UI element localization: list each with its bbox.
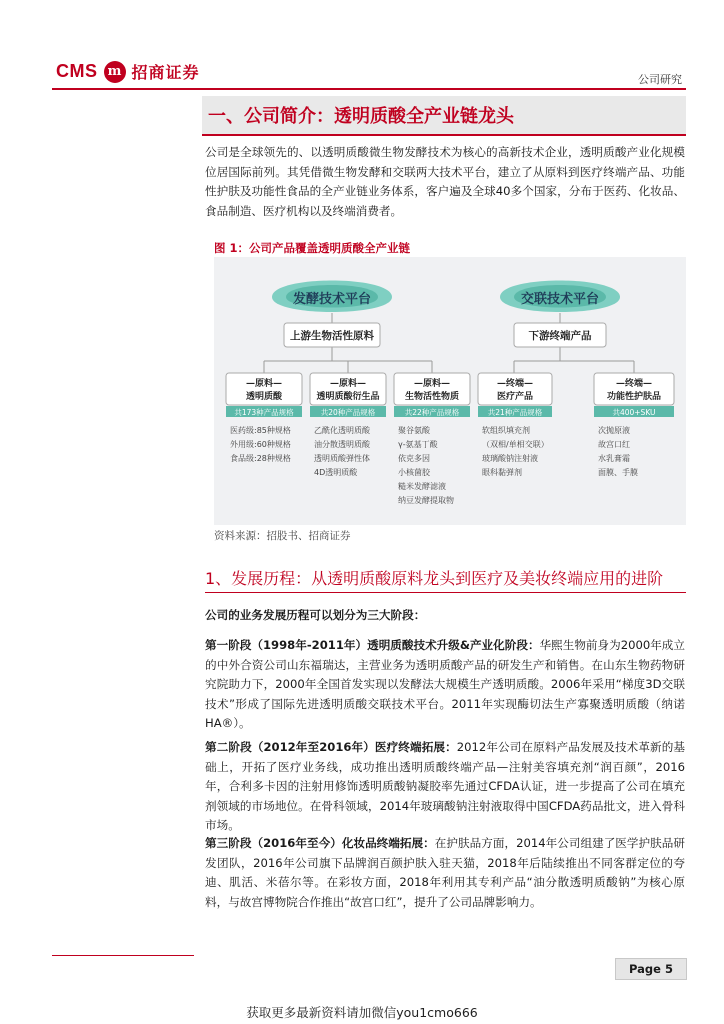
section1-paragraph: 公司是全球领先的、以透明质酸微生物发酵技术为核心的高新技术企业，透明质酸产业化规模位居国际前列。其凭借微生物发酵和交联两大技术平台，建立了从原料到医疗终端产品、功能性护肤及功能性食品的全产业链业务体系，客户遍及全球40多个国家，分布于医药、化妆品、食品制造、医疗机构以及终端消费者。 bbox=[205, 145, 685, 218]
cat0-item-2: 食品级:28种规格 bbox=[230, 454, 291, 463]
cat1-item-1: 油分散透明质酸 bbox=[314, 440, 370, 449]
stage-2-paragraph bbox=[205, 738, 685, 836]
stage-3-text: 在护肤品方面，2014年公司组建了医学护肤品研发团队，2016年公司旗下品牌润百颜护肤入驻天猫，2018年后陆续推出不同客群定位的夸迪、肌活、米蓓尔等。在彩妆方面，2018年利用其专利产品“油分散透明质酸钠”为核心原料，与故宫博物院合作推出“故宫口红”，提升了公司品牌影响力。 bbox=[205, 836, 685, 909]
stage-3-label: 第三阶段（2016年至今）化妆品终端拓展： bbox=[205, 836, 435, 850]
brand-emblem-icon: m bbox=[104, 61, 126, 83]
report-type-label: 公司研究 bbox=[638, 73, 682, 86]
platform-crosslink bbox=[500, 281, 620, 313]
cat4-item-2: 水乳膏霜 bbox=[598, 454, 630, 463]
cat3-head1: —终端— bbox=[496, 379, 534, 389]
category-col-2 bbox=[394, 373, 470, 505]
header-divider bbox=[52, 88, 686, 90]
cat1-item-2: 透明质酸弹性体 bbox=[314, 454, 370, 463]
mid-upstream bbox=[284, 323, 380, 347]
cat4-count: 共400+SKU bbox=[612, 408, 656, 417]
figure1-diagram bbox=[214, 257, 686, 525]
cat2-item-1: γ-氨基丁酸 bbox=[398, 440, 438, 449]
cat4-head2: 功能性护肤品 bbox=[606, 392, 662, 402]
cat1-count: 共20种产品规格 bbox=[320, 408, 376, 417]
category-col-0 bbox=[226, 373, 302, 463]
platform-label-1: 交联技术平台 bbox=[520, 292, 600, 307]
mid-label-1: 下游终端产品 bbox=[528, 330, 592, 342]
platform-label-0: 发酵技术平台 bbox=[292, 292, 372, 307]
cat0-item-0: 医药级:85种规格 bbox=[230, 426, 291, 435]
category-col-4 bbox=[594, 373, 674, 477]
cat1-item-0: 乙酰化透明质酸 bbox=[314, 426, 370, 435]
brand-logo-group bbox=[56, 60, 200, 83]
section2-title: 1、发展历程：从透明质酸原料龙头到医疗及美妆终端应用的进阶 bbox=[205, 569, 664, 588]
section1-title: 一、公司简介：透明质酸全产业链龙头 bbox=[208, 106, 514, 127]
figure1-title: 图 1：公司产品覆盖透明质酸全产业链 bbox=[214, 241, 411, 255]
cat2-item-0: 聚谷氨酸 bbox=[398, 426, 430, 435]
cat2-head2: 生物活性物质 bbox=[404, 392, 460, 402]
section2-divider bbox=[205, 592, 686, 593]
category-col-1 bbox=[310, 373, 386, 477]
cat2-head1: —原料— bbox=[413, 379, 451, 389]
stage-1-paragraph bbox=[205, 636, 685, 734]
stage-2-label: 第二阶段（2012年至2016年）医疗终端拓展： bbox=[205, 740, 457, 754]
page-number: Page 5 bbox=[615, 958, 687, 980]
cat2-item-3: 小核菌胶 bbox=[398, 468, 430, 477]
figure1-source: 资料来源：招股书、招商证券 bbox=[214, 530, 351, 542]
cat0-head1: —原料— bbox=[245, 379, 283, 389]
stage-1-label: 第一阶段（1998年-2011年）透明质酸技术升级&产业化阶段： bbox=[205, 638, 540, 652]
watermark-text: 获取更多最新资料请加微信you1cmo666 bbox=[246, 1005, 478, 1020]
cat2-item-4: 糙米发酵滤液 bbox=[398, 482, 446, 491]
cat2-count: 共22种产品规格 bbox=[404, 408, 460, 417]
cat0-head2: 透明质酸 bbox=[245, 392, 283, 402]
brand-cn-name: 招商证券 bbox=[131, 63, 200, 82]
cat3-head2: 医疗产品 bbox=[496, 392, 534, 402]
cat4-head1: —终端— bbox=[615, 379, 653, 389]
section2-intro: 公司的业务发展历程可以划分为三大阶段： bbox=[205, 608, 426, 622]
footer-divider bbox=[52, 955, 194, 956]
cat4-item-3: 面膜、手膜 bbox=[598, 468, 638, 477]
cat1-item-3: 4D透明质酸 bbox=[314, 468, 358, 477]
cat3-item-1: （双相/单相交联） bbox=[482, 440, 549, 449]
cat4-item-1: 故宫口红 bbox=[598, 440, 630, 449]
cat4-item-0: 次抛原液 bbox=[598, 426, 630, 435]
mid-label-0: 上游生物活性原料 bbox=[290, 330, 374, 342]
cat3-count: 共21种产品规格 bbox=[487, 408, 543, 417]
section2-heading bbox=[205, 566, 663, 589]
brand-latin: CMS bbox=[56, 61, 98, 81]
category-col-3 bbox=[478, 373, 552, 477]
cat3-item-2: 玻璃酸钠注射液 bbox=[482, 454, 538, 463]
stage-1-text: 华熙生物前身为2000年成立的中外合资公司山东福瑞达，主营业务为透明质酸产品的研发生产和销售。在山东生物药物研究院助力下，2000年全国首发实现以发酵法大规模生产透明质酸。2006年采用“梯度3D交联技术”形成了国际先进透明质酸交联技术平台。2011年实现酶切法生产寡聚透明质酸（纳诺HA®）。 bbox=[205, 638, 685, 730]
mid-downstream bbox=[514, 323, 606, 347]
stage-2-text: 2012年公司在原料产品发展及技术革新的基础上，开拓了医疗业务线，成功推出透明质酸终端产品—注射美容填充剂“润百颜”，2016年，合利多卡因的注射用修饰透明质酸钠凝胶率先通过CFDA认证，进一步提高了公司在填充剂领域的市场地位。在骨科领域，2014年玻璃酸钠注射液取得中国CFDA药品批文，进入骨科市场。 bbox=[205, 740, 685, 832]
cat3-item-3: 眼科黏弹剂 bbox=[482, 468, 522, 477]
section1-heading-bar bbox=[202, 96, 686, 136]
cat2-item-5: 纳豆发酵提取物 bbox=[398, 496, 454, 505]
cat0-count: 共173种产品规格 bbox=[234, 408, 294, 417]
industry-chain-diagram bbox=[214, 257, 686, 525]
cat2-item-2: 依克多因 bbox=[398, 454, 430, 463]
stage-3-paragraph bbox=[205, 834, 685, 912]
cat0-item-1: 外用级:60种规格 bbox=[230, 440, 291, 449]
platform-fermentation bbox=[272, 281, 392, 313]
cat1-head1: —原料— bbox=[329, 379, 367, 389]
cat3-item-0: 软组织填充剂 bbox=[482, 426, 530, 435]
cat1-head2: 透明质酸衍生品 bbox=[316, 392, 380, 402]
